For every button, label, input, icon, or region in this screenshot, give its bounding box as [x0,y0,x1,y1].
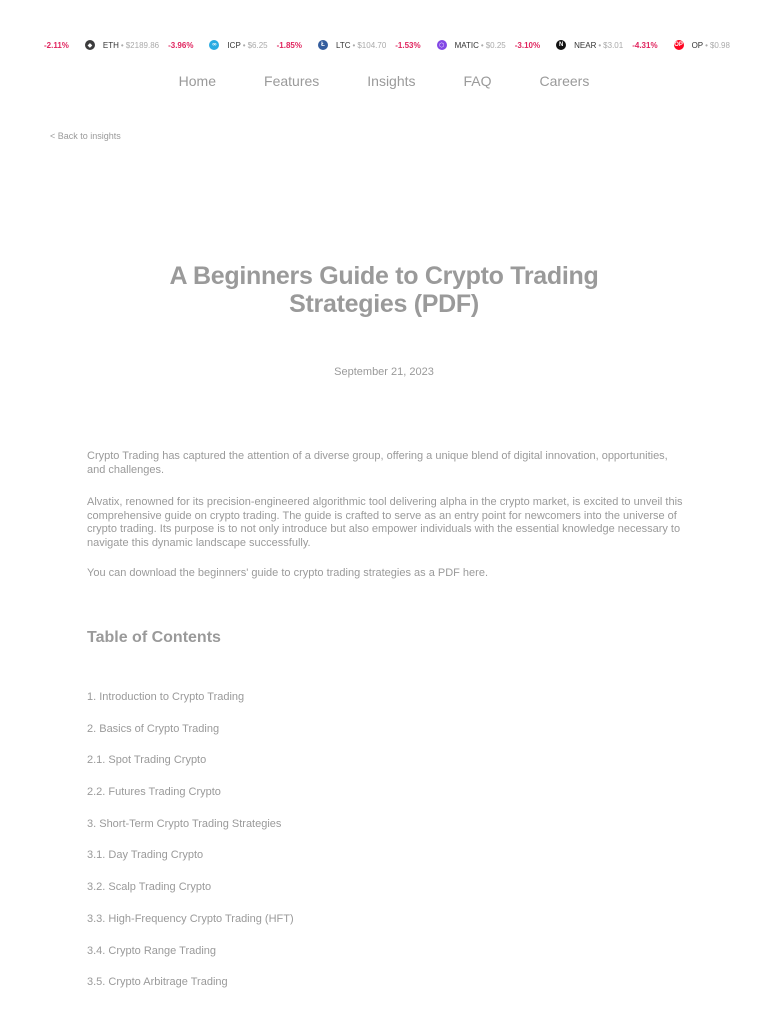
toc-item [87,817,294,849]
ticker-track [44,38,755,52]
ticker-price: $6.25 [247,40,268,50]
toc-link[interactable]: 3.2. Scalp Trading Crypto [87,881,212,894]
ticker-lead-change: -2.11% [44,40,69,50]
polygon-icon: ⬡ [437,40,447,50]
ticker-item [318,40,421,50]
ticker-change: -3.10% [514,40,541,50]
toc-link[interactable]: 2.2. Futures Trading Crypto [87,786,221,799]
ticker-symbol: MATIC [454,40,479,50]
table-of-contents [87,690,294,1007]
toc-link[interactable]: 3. Short-Term Crypto Trading Strategies [87,817,282,830]
nav-faq-link[interactable]: FAQ [463,73,492,89]
article-paragraph-1: Crypto Trading has captured the attention of a diverse group, offering a unique blend of digital innovation, opportunities, and challenges. [87,450,668,476]
ticker-symbol: ETH [102,40,119,50]
nav-home-link[interactable]: Home [178,73,217,89]
toc-heading: Table of Contents [87,629,221,646]
ticker-change: -1.53% [395,40,421,50]
toc-link[interactable]: 3.3. High-Frequency Crypto Trading (HFT) [87,912,294,925]
near-icon: N [556,40,566,50]
toc-link[interactable]: 2.1. Spot Trading Crypto [87,754,207,767]
toc-link[interactable]: 2. Basics of Crypto Trading [87,722,220,735]
toc-link[interactable]: 1. Introduction to Crypto Trading [87,691,245,703]
ticker-separator: • [352,40,356,50]
main-nav [0,73,768,89]
nav-features-link[interactable]: Features [264,73,320,89]
ticker-item [437,40,541,50]
ticker-item [209,40,302,50]
ticker-symbol: OP [691,40,704,50]
ticker-separator: • [705,40,708,50]
ticker-separator: • [242,40,246,50]
litecoin-icon: Ł [318,40,328,50]
ticker-symbol: ICP [227,40,241,50]
ticker-item [85,40,194,50]
ticker-symbol: LTC [336,40,351,50]
internet-computer-icon: ∞ [209,40,219,50]
article-title: A Beginners Guide to Crypto Trading Strategies (PDF) [169,262,599,318]
article-date: September 21, 2023 [334,366,434,378]
toc-link[interactable]: 3.1. Day Trading Crypto [87,849,204,862]
toc-item [87,880,294,912]
toc-item [87,912,294,944]
toc-item [87,944,294,976]
ticker-change: -3.96% [168,40,194,50]
toc-item [87,975,294,1007]
toc-item [87,753,294,785]
ticker-change: -4.31% [632,40,658,50]
ticker-separator: • [480,40,484,50]
article-paragraph-2: Alvatix, renowned for its precision-engineered algorithmic tool delivering alpha in the crypto market, is excited to unveil this comprehensive guide on crypto trading. The guide is crafted to serve as an entry point for newcomers into the universe of crypto trading. Its purpose is to not only introduce but also empower individuals with the essential knowledge necessary to navigate this dynamic landscape successfully. [87,496,683,549]
nav-insights-link[interactable]: Insights [367,73,416,89]
ticker-separator: • [598,40,602,50]
ethereum-icon: ◆ [85,40,95,50]
ticker-symbol: NEAR [574,40,597,50]
article-paragraph-3: You can download the beginners' guide to crypto trading strategies as a PDF here. [87,567,489,579]
ticker-item [556,40,657,50]
toc-link[interactable]: 3.4. Crypto Range Trading [87,944,217,957]
ticker-price: $3.01 [603,40,624,50]
ticker-price: $0.98 [709,40,730,50]
toc-item [87,848,294,880]
ticker-separator: • [120,40,124,50]
ticker-price: $0.25 [485,40,506,50]
back-to-insights-link[interactable]: < Back to insights [50,131,121,141]
toc-item [87,785,294,817]
toc-link[interactable]: 3.5. Crypto Arbitrage Trading [87,976,228,989]
ticker-item [674,40,739,50]
toc-item [87,690,294,722]
ticker-price: $104.70 [357,40,387,50]
optimism-icon: OP [674,42,683,48]
ticker-change: -1.85% [276,40,302,50]
price-ticker [0,38,768,52]
ticker-price: $2189.86 [125,40,160,50]
ticker-items [85,40,755,50]
nav-careers-link[interactable]: Careers [539,73,590,89]
toc-item [87,722,294,754]
